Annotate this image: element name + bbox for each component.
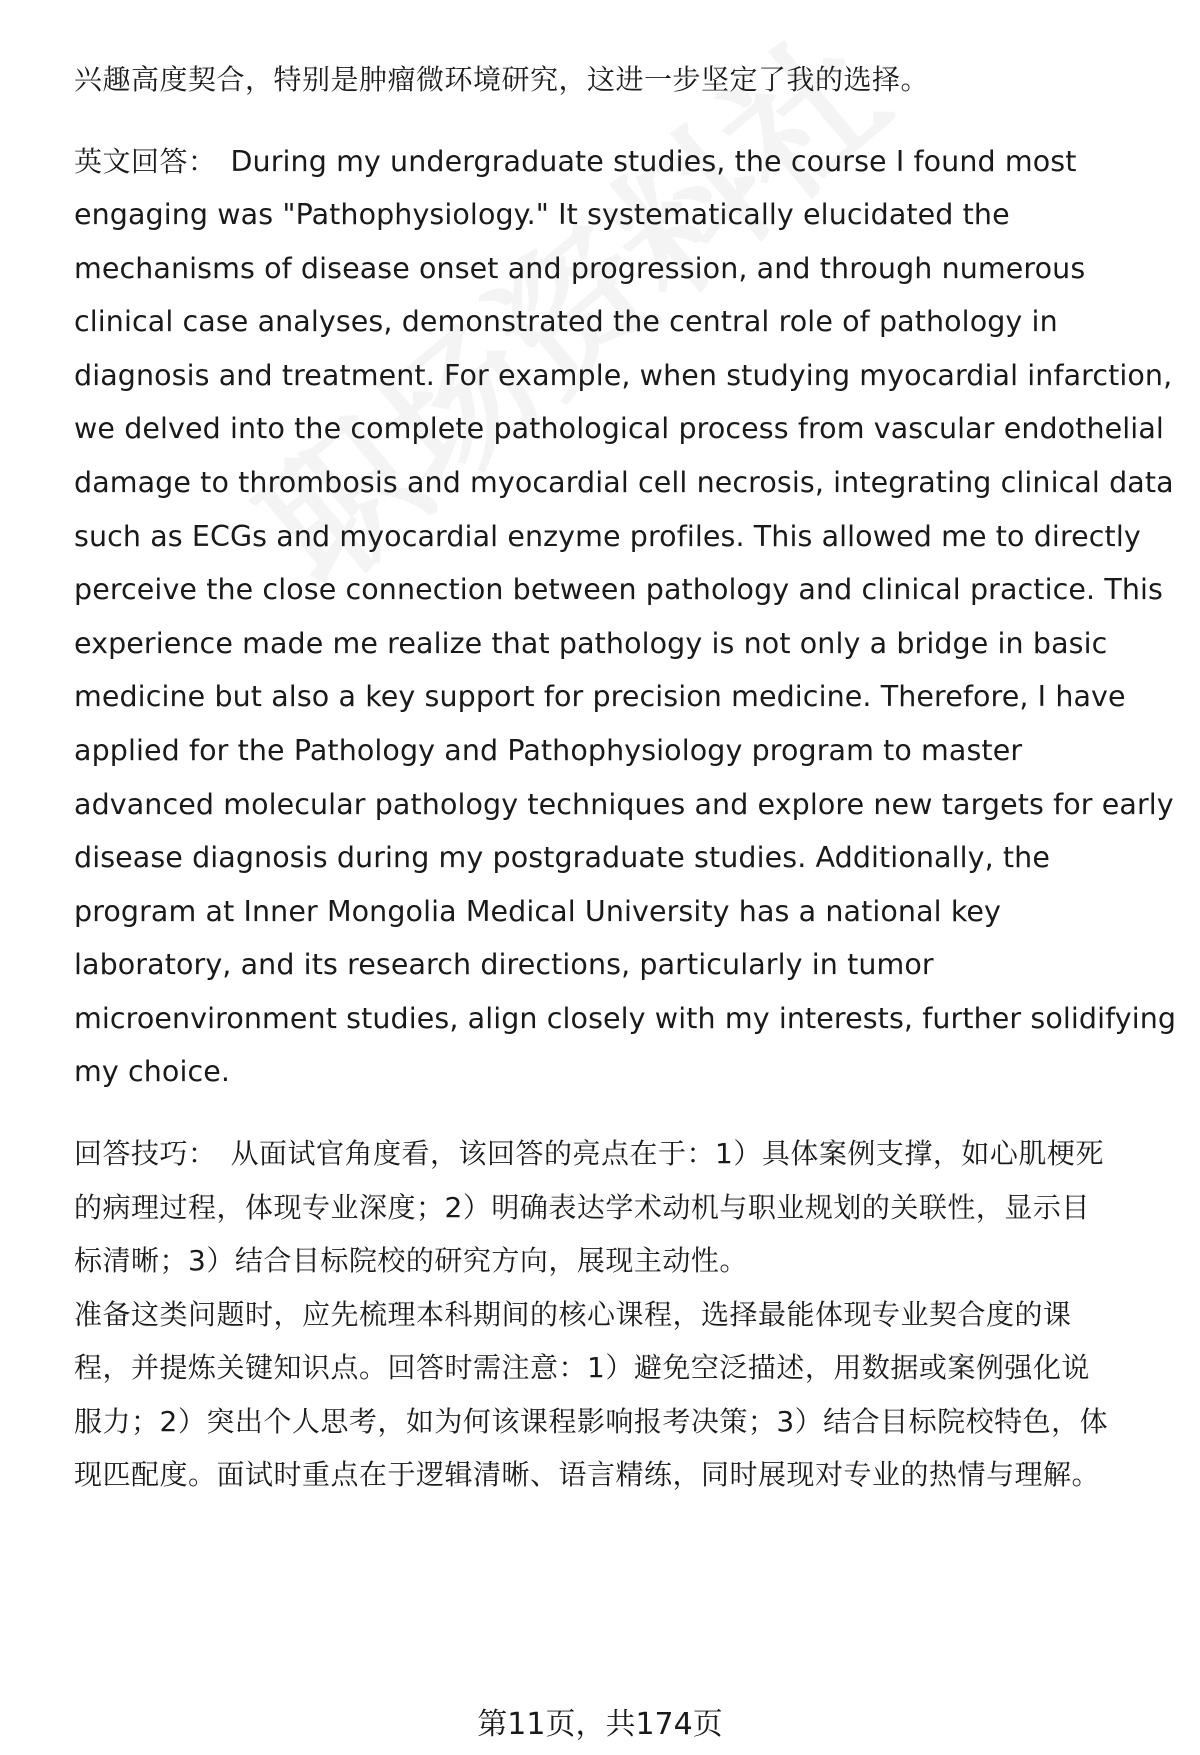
english-answer-line-10: experience made me realize that pathology is not only a bridge in basic bbox=[74, 627, 1108, 660]
tips-line-2: 的病理过程，体现专业深度；2）明确表达学术动机与职业规划的关联性，显示目 bbox=[74, 1191, 1090, 1224]
continuation-text: 兴趣高度契合，特别是肿瘤微环境研究，这进一步坚定了我的选择。 bbox=[74, 63, 930, 96]
tips-line-6: 服力；2）突出个人思考，如为何该课程影响报考决策；3）结合目标院校特色，体 bbox=[74, 1405, 1109, 1438]
english-answer-line-14: disease diagnosis during my postgraduate studies. Additionally, the bbox=[74, 841, 1050, 874]
english-answer-line-9: perceive the close connection between pathology and clinical practice. This bbox=[74, 573, 1163, 606]
english-answer-line-12: applied for the Pathology and Pathophysiology program to master bbox=[74, 734, 1023, 767]
tips-line-7: 现匹配度。面试时重点在于逻辑清晰、语言精练，同时展现对专业的热情与理解。 bbox=[74, 1458, 1101, 1491]
tips-line-3: 标清晰；3）结合目标院校的研究方向，展现主动性。 bbox=[74, 1244, 748, 1277]
english-answer-label: 英文回答： bbox=[74, 145, 217, 178]
tips-label: 回答技巧： bbox=[74, 1137, 217, 1170]
english-answer-line-1: 英文回答： During my undergraduate studies, the course I found most bbox=[74, 145, 1077, 178]
english-answer-line-5: diagnosis and treatment. For example, when studying myocardial infarction, bbox=[74, 359, 1173, 392]
english-answer-line-16: laboratory, and its research directions, particularly in tumor bbox=[74, 948, 934, 981]
english-answer-line-18: my choice. bbox=[74, 1055, 231, 1088]
tips-line-4: 准备这类问题时，应先梳理本科期间的核心课程，选择最能体现专业契合度的课 bbox=[74, 1298, 1072, 1331]
english-answer-line-6: we delved into the complete pathological process from vascular endothelial bbox=[74, 412, 1164, 445]
english-answer-line-8: such as ECGs and myocardial enzyme profiles. This allowed me to directly bbox=[74, 520, 1141, 553]
english-answer-line-3: mechanisms of disease onset and progression, and through numerous bbox=[74, 252, 1086, 285]
page-number-footer: 第11页，共174页 bbox=[477, 1707, 723, 1742]
english-answer-line-15: program at Inner Mongolia Medical University has a national key bbox=[74, 895, 1002, 928]
english-answer-line-4: clinical case analyses, demonstrated the central role of pathology in bbox=[74, 305, 1058, 338]
tips-line-1: 回答技巧： 从面试官角度看，该回答的亮点在于：1）具体案例支撑，如心肌梗死 bbox=[74, 1137, 1104, 1170]
tips-line-5: 程，并提炼关键知识点。回答时需注意：1）避免空泛描述，用数据或案例强化说 bbox=[74, 1351, 1090, 1384]
english-answer-line-17: microenvironment studies, align closely with my interests, further solidifying bbox=[74, 1002, 1177, 1035]
english-answer-line-2: engaging was "Pathophysiology." It systematically elucidated the bbox=[74, 198, 1010, 231]
english-answer-line-11: medicine but also a key support for precision medicine. Therefore, I have bbox=[74, 680, 1126, 713]
english-answer-line-7: damage to thrombosis and myocardial cell necrosis, integrating clinical data bbox=[74, 466, 1174, 499]
english-answer-line-13: advanced molecular pathology techniques and explore new targets for early bbox=[74, 788, 1174, 821]
